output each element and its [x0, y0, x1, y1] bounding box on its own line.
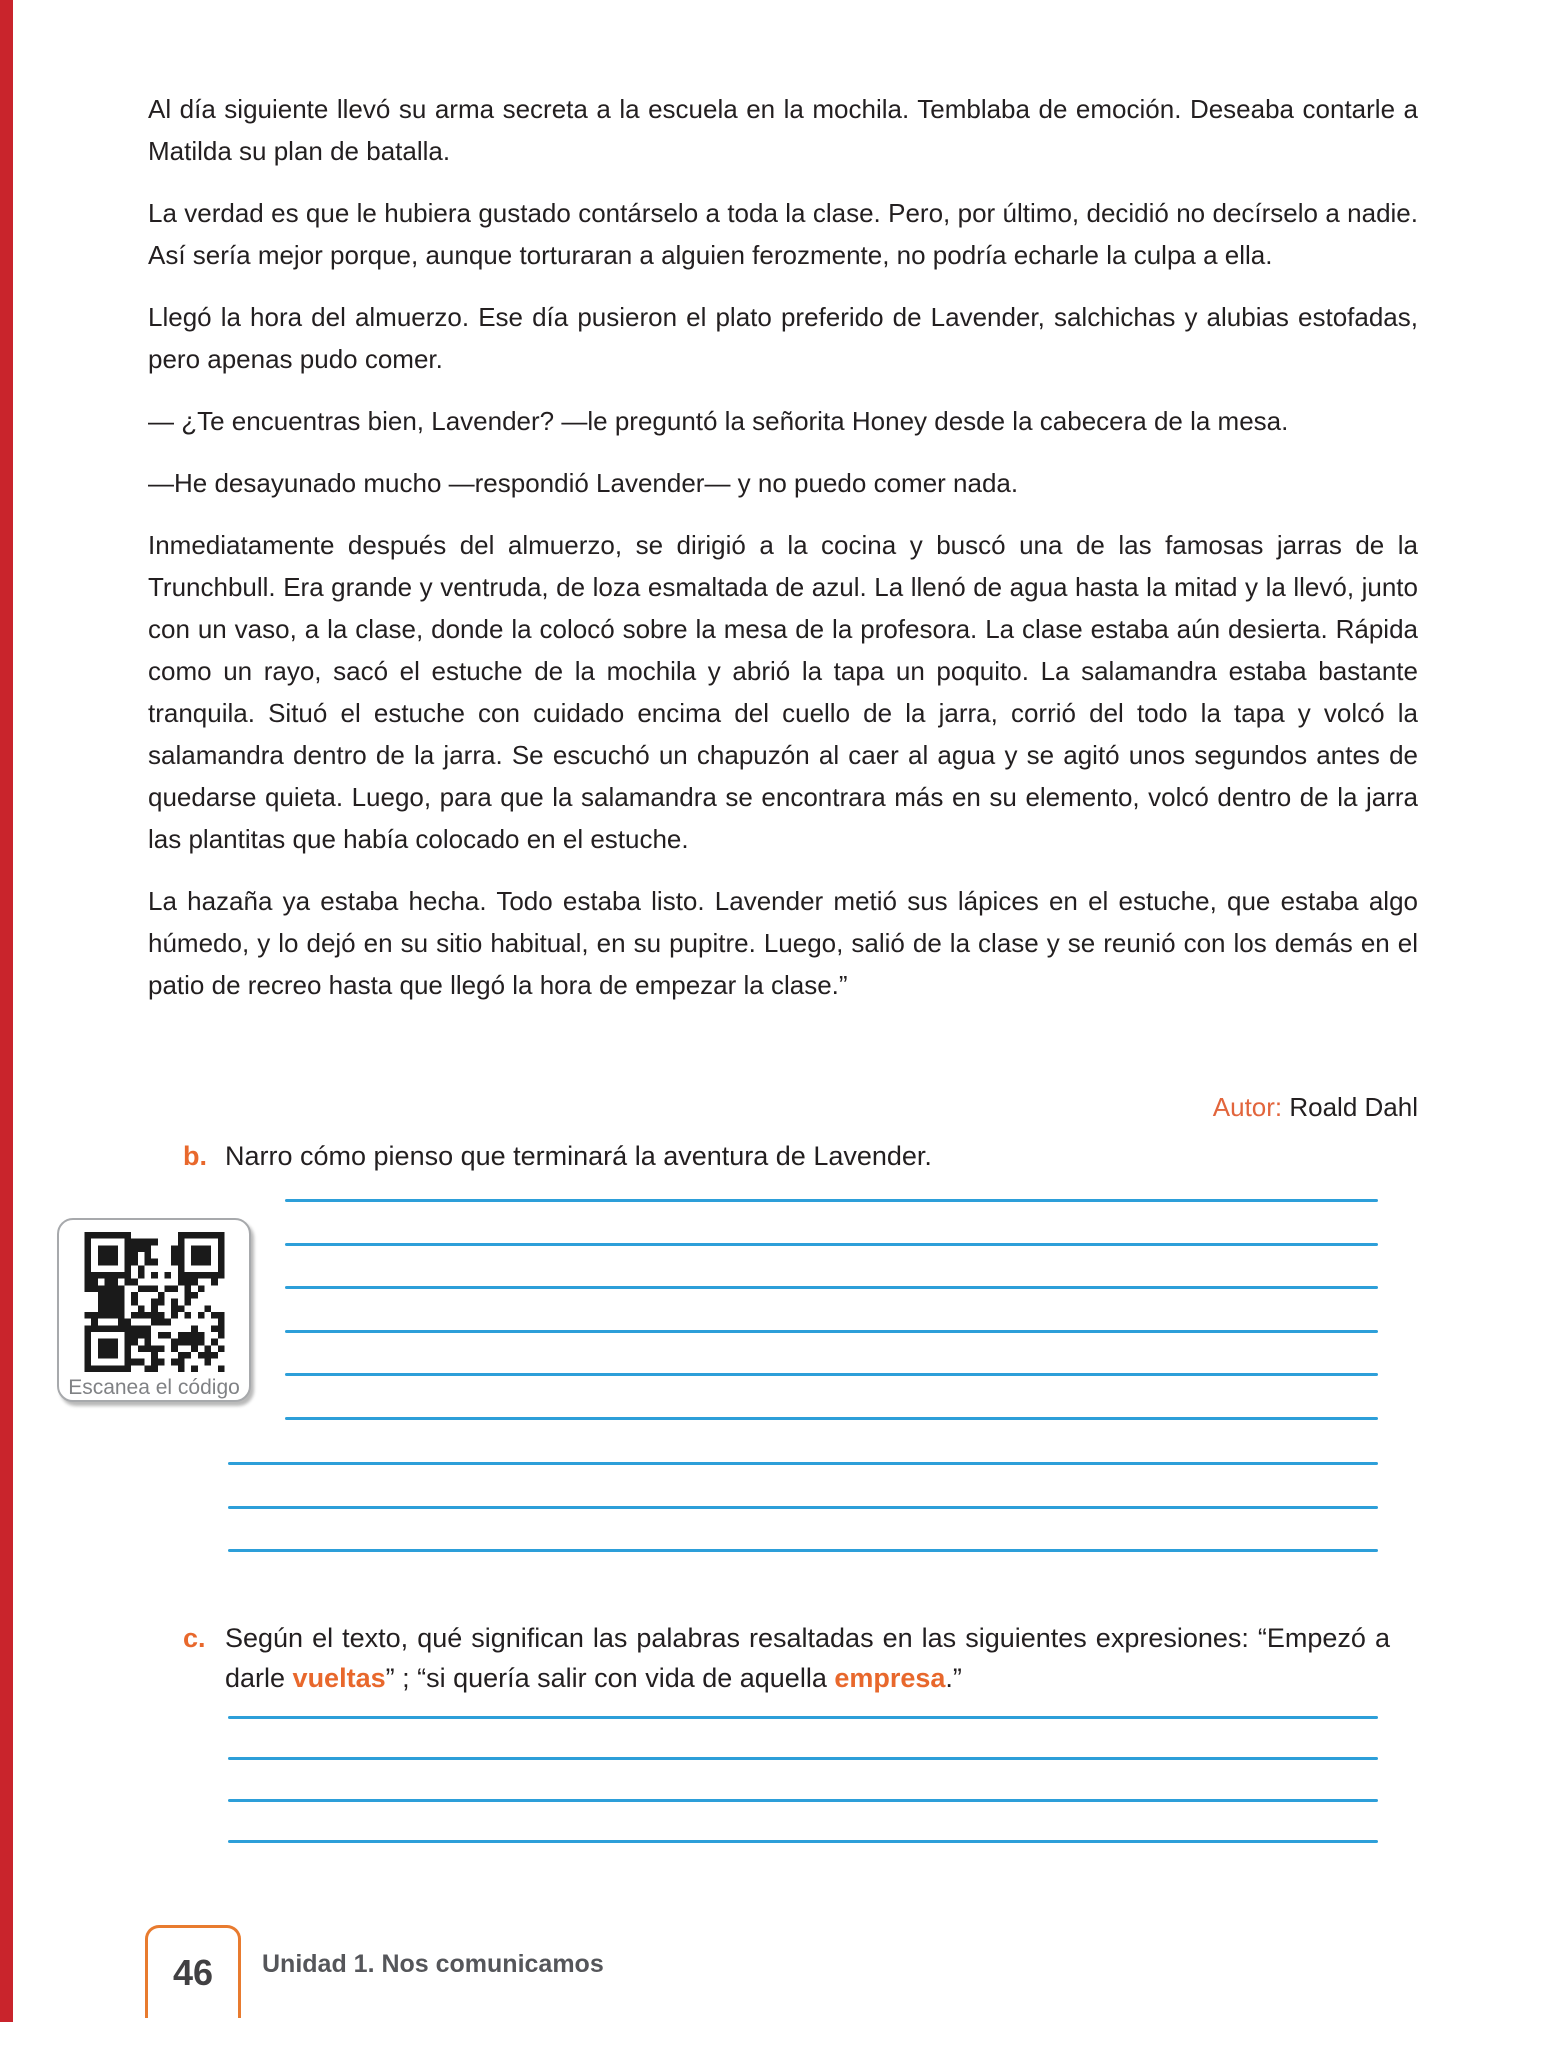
page-number: 46: [172, 1952, 214, 1993]
author-name: Roald Dahl: [1282, 1092, 1418, 1122]
footer-page-box: [145, 1925, 241, 2018]
answer-line: [228, 1716, 1378, 1719]
answer-line: [228, 1506, 1378, 1509]
story-paragraph: Llegó la hora del almuerzo. Ese día pusieron el plato preferido de Lavender, salchichas y alubias estofadas, pero apenas pudo comer.: [148, 302, 1418, 374]
answer-line: [285, 1417, 1378, 1420]
answer-line: [285, 1330, 1378, 1333]
footer-section-title: Unidad 1. Nos comunicamos: [262, 1950, 604, 1978]
qr-code: [81, 1232, 228, 1372]
story-paragraph: La hazaña ya estaba hecha. Todo estaba listo. Lavender metió sus lápices en el estuche, que estaba algo húmedo, y lo dejó en su sitio habitual, en su pupitre. Luego, salió de la clase y se reunió con los demás en el patio de recreo hasta que llegó la hora de empezar la clase.”: [148, 886, 1418, 1000]
author-label: Autor:: [1212, 1092, 1283, 1122]
answer-line: [228, 1549, 1378, 1552]
story-paragraph: Al día siguiente llevó su arma secreta a la escuela en la mochila. Temblaba de emoción. Deseaba contarle a Matilda su plan de batalla.: [148, 94, 1418, 166]
item-c-text: Según el texto, qué significan las palabras resaltadas en las siguientes expresiones: “Empezó a darle vueltas” ; “si quería salir con vida de aquella empresa.”: [225, 1623, 1390, 1693]
qr-caption: Escanea el código: [68, 1376, 240, 1399]
answer-line: [285, 1199, 1378, 1202]
answer-line: [285, 1373, 1378, 1376]
item-b: [183, 1136, 1403, 1176]
item-c: [183, 1618, 1390, 1698]
item-c-marker: c.: [183, 1623, 206, 1653]
answer-line: [285, 1286, 1378, 1289]
answer-line: [228, 1757, 1378, 1760]
page-edge-bar: [0, 0, 13, 2022]
qr-box: [57, 1218, 251, 1402]
highlighted-word: vueltas: [292, 1663, 386, 1693]
story-paragraph: Inmediatamente después del almuerzo, se dirigió a la cocina y buscó una de las famosas jarras de la Trunchbull. Era grande y ventruda, de loza esmaltada de azul. La llenó de agua hasta la mitad y la llevó, junto con un vaso, a la clase, donde la colocó sobre la mesa de la profesora. La clase estaba aún desierta. Rápida como un rayo, sacó el estuche de la mochila y abrió la tapa un poquito. La salamandra estaba bastante tranquila. Situó el estuche con cuidado encima del cuello de la jarra, corrió del todo la tapa y volcó la salamandra dentro de la jarra. Se escuchó un chapuzón al caer al agua y se agitó unos segundos antes de quedarse quieta. Luego, para que la salamandra se encontrara más en su elemento, volcó dentro de la jarra las plantitas que había colocado en el estuche.: [148, 530, 1418, 854]
answer-line: [228, 1462, 1378, 1465]
item-b-text: Narro cómo pienso que terminará la aventura de Lavender.: [225, 1141, 932, 1171]
story-paragraph: —He desayunado mucho —respondió Lavender— y no puedo comer nada.: [148, 468, 1019, 498]
answer-line: [285, 1243, 1378, 1246]
story-paragraph: — ¿Te encuentras bien, Lavender? —le preguntó la señorita Honey desde la cabecera de la mesa.: [148, 406, 1289, 436]
story-text: [148, 88, 1418, 1026]
highlighted-word: empresa: [834, 1663, 946, 1693]
item-b-marker: b.: [183, 1141, 207, 1171]
answer-line: [228, 1840, 1378, 1843]
story-paragraph: La verdad es que le hubiera gustado contárselo a toda la clase. Pero, por último, decidió no decírselo a nadie. Así sería mejor porque, aunque torturaran a alguien ferozmente, no podría echarle la culpa a ella.: [148, 198, 1418, 270]
author-line: [148, 1092, 1418, 1123]
answer-line: [228, 1799, 1378, 1802]
